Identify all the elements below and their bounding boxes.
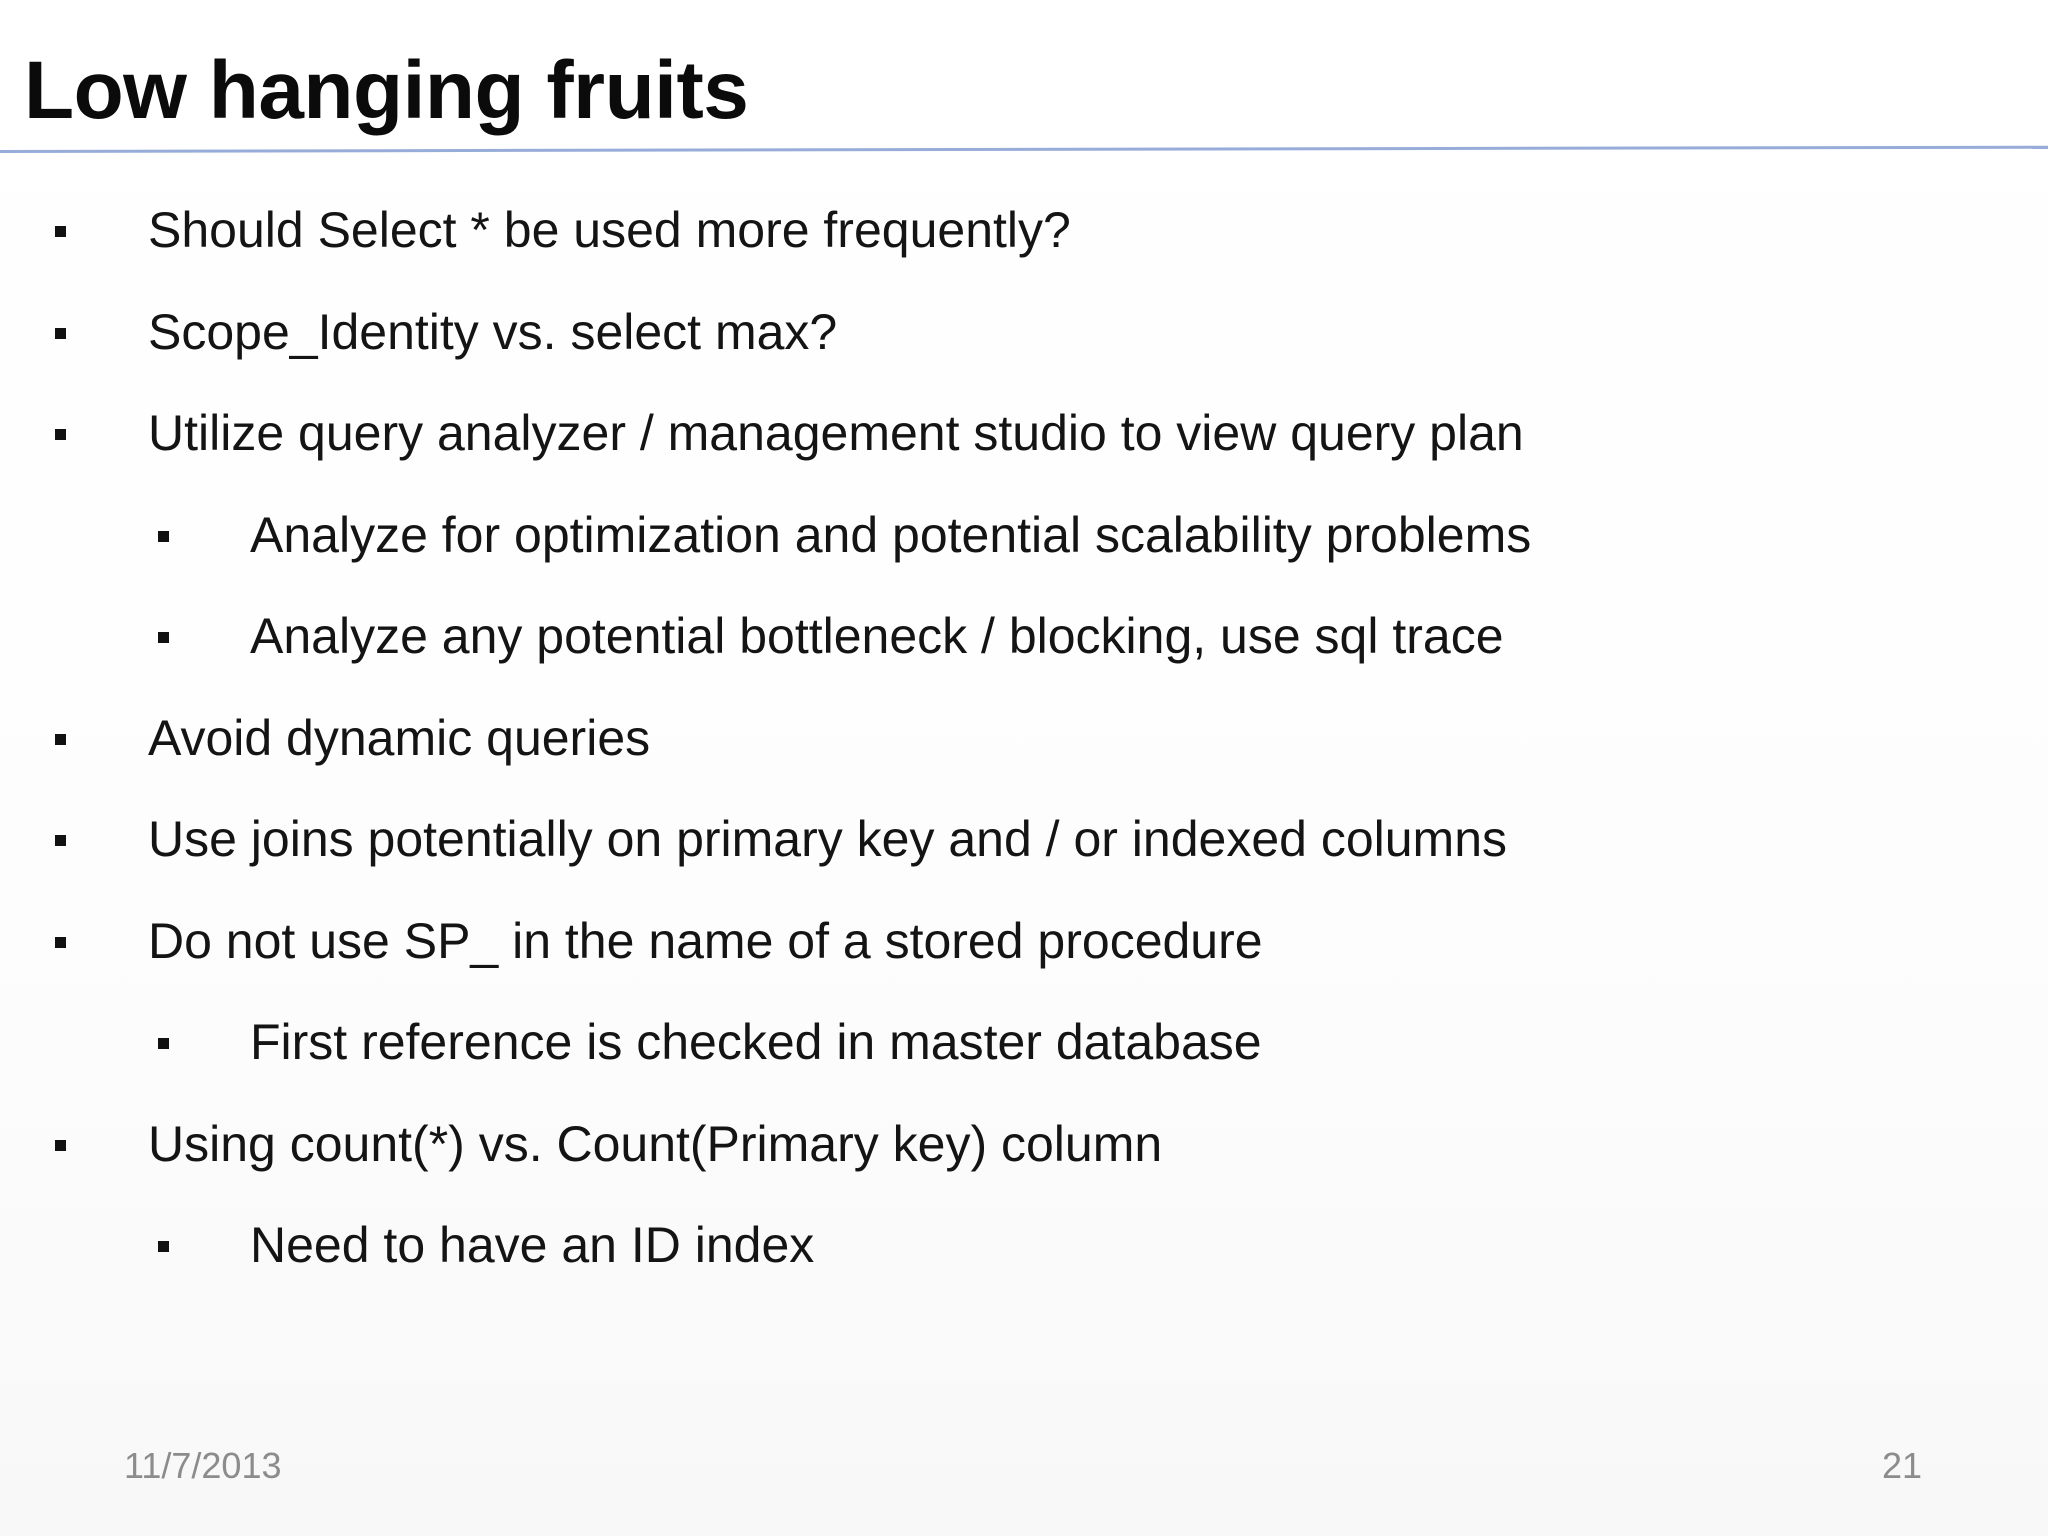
bullet-text: Use joins potentially on primary key and / or indexed columns — [148, 811, 1508, 867]
bullet-text: Do not use SP_ in the name of a stored procedure — [148, 912, 1263, 969]
square-bullet-icon — [158, 1038, 169, 1049]
sub-bullet-item — [0, 485, 2048, 587]
slide-title: Low hanging fruits — [24, 45, 749, 136]
square-bullet-icon — [55, 1140, 66, 1151]
square-bullet-icon — [55, 835, 66, 846]
square-bullet-icon — [55, 937, 66, 948]
title-divider — [0, 146, 2048, 153]
square-bullet-icon — [55, 328, 66, 339]
bullet-item — [0, 1094, 2048, 1196]
sub-bullet-text: Need to have an ID index — [250, 1217, 815, 1273]
sub-bullet-item — [0, 992, 2048, 1094]
square-bullet-icon — [158, 1241, 169, 1252]
footer-date: 11/7/2013 — [124, 1445, 282, 1486]
bullet-text: Avoid dynamic queries — [148, 709, 651, 766]
sub-bullet-item — [0, 586, 2048, 688]
slide-number: 21 — [1881, 1445, 1922, 1486]
bullet-item — [0, 180, 2048, 282]
bullet-item — [0, 891, 2048, 993]
square-bullet-icon — [158, 632, 169, 643]
sub-bullet-text: First reference is checked in master database — [250, 1014, 1262, 1070]
sub-bullet-item — [0, 1195, 2048, 1297]
sub-bullet-text: Analyze for optimization and potential scalability problems — [250, 506, 1532, 563]
bullet-text: Utilize query analyzer / management studio to view query plan — [148, 405, 1524, 461]
square-bullet-icon — [158, 531, 169, 542]
bullet-item — [0, 383, 2048, 485]
sub-bullet-text: Analyze any potential bottleneck / blocking, use sql trace — [250, 608, 1504, 664]
bullet-item — [0, 688, 2048, 790]
bullet-item — [0, 282, 2048, 384]
square-bullet-icon — [55, 734, 66, 745]
bullet-text: Should Select * be used more frequently? — [148, 202, 1071, 258]
bullet-list — [0, 180, 2048, 1297]
bullet-item — [0, 789, 2048, 891]
bullet-text: Scope_Identity vs. select max? — [148, 303, 838, 360]
square-bullet-icon — [55, 429, 66, 440]
square-bullet-icon — [55, 226, 66, 237]
bullet-text: Using count(*) vs. Count(Primary key) column — [148, 1115, 1163, 1172]
